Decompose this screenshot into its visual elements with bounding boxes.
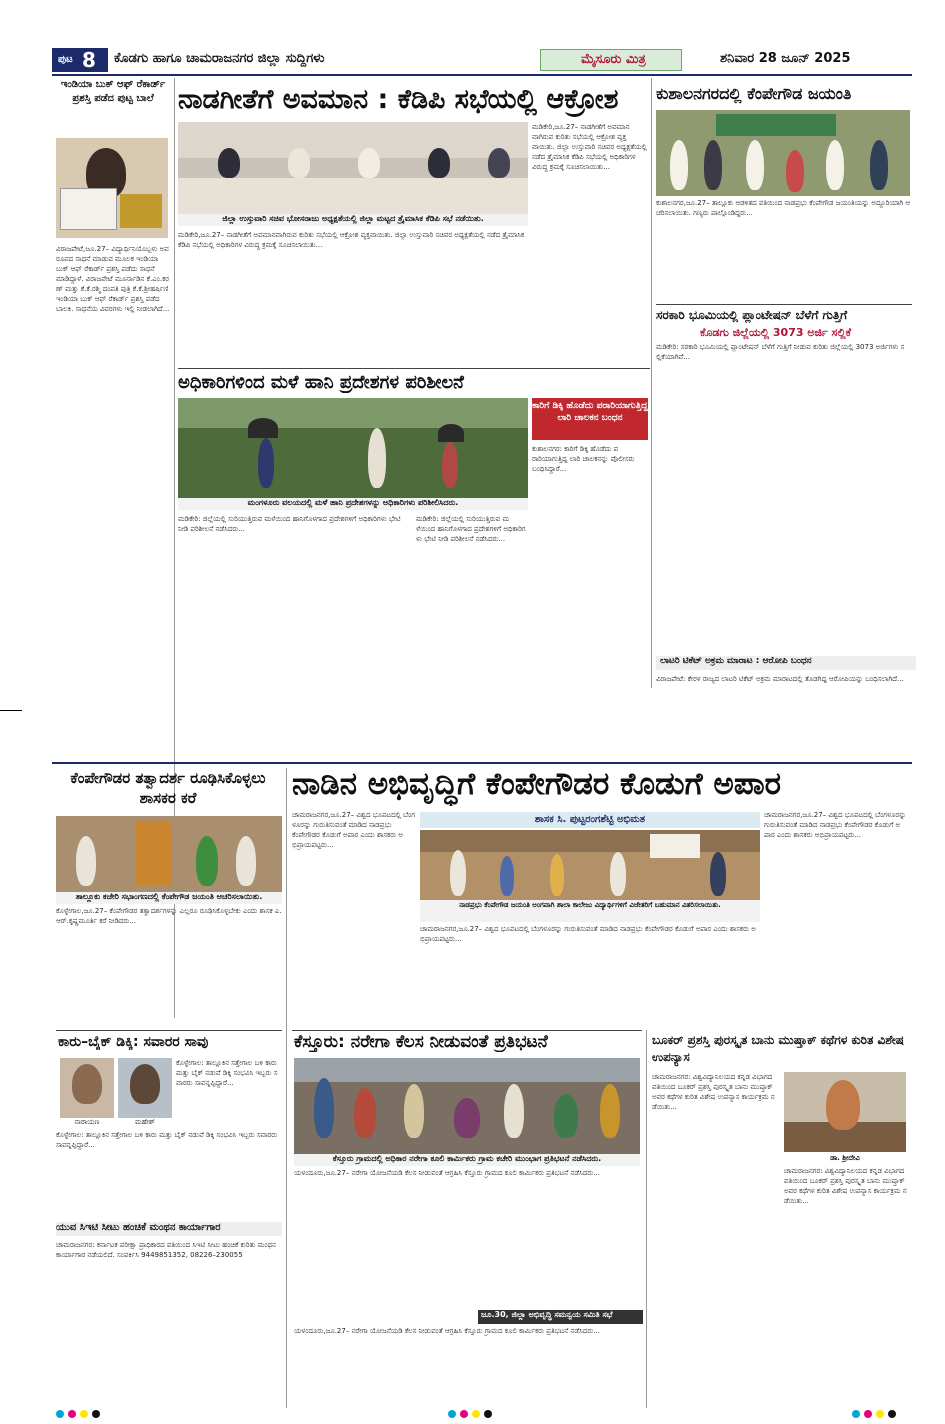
kesturu-caption: ಕೆಸ್ತೂರು ಗ್ರಾಮದಲ್ಲಿ ಅಧಿಕಾರ ನರೇಗಾ ಕೂಲಿ ಕಾರ್ಮಿಕರು ಗ್ರಾಮ ಕಚೇರಿ ಮುಂಭಾಗ ಪ್ರತಿಭಟನೆ ನಡೆಸಿದರು. (294, 1154, 640, 1166)
youth-headline: ಯುವ ಸಿಇಟಿ ಸೀಟು ಹಂಚಿಕೆ ಮಂಥನ ಕಾರ್ಯಾಗಾರ (56, 1222, 282, 1236)
india-book-photo (56, 138, 168, 238)
cmyk-black (484, 1410, 492, 1418)
kempegowda-ideal-headline: ಕೆಂಪೇಗೌಡರ ತತ್ವಾದರ್ಶ ರೂಢಿಸಿಕೊಳ್ಳಲು ಶಾಸಕರ ಕರೆ (70, 769, 266, 807)
car-dicky-headline: ಕಾರಿಗೆ ಡಿಕ್ಕಿ ಹೊಡೆದು ಪರಾರಿಯಾಗುತ್ತಿದ್ದ ಲಾರಿ ಚಾಲಕನ ಬಂಧನ (532, 398, 648, 440)
booker-speaker-name: ಡಾ. ಶ್ರೀದೇವಿ (830, 1154, 860, 1162)
lottery-headline: ಲಾಟರಿ ಟಿಕೆಟ್ ಅಕ್ರಮ ಮಾರಾಟ : ಆರೋಪಿ ಬಂಧನ (656, 656, 916, 670)
cmyk-magenta (68, 1410, 76, 1418)
india-book-body: ವಿರಾಜಪೇಟೆ,ಜೂ.27– ವಿದ್ಯಾರ್ಥಿನಿಯೊಬ್ಬಳು ಅಪರೂಪದ ಸಾಧನೆ ಮಾಡುವ ಮೂಲಕ ಇಂಡಿಯಾ ಬುಕ್ ಆಫ್ ರೆಕಾರ್ಡ್ ಪ್ರಶಸ್ತಿ ಪಡೆದು ಸಾಧನೆ ಮಾಡಿದ್ದಾಳೆ. ವಿರಾಜಪೇಟೆ ಮೂರ್ನಾಡಿನ ಕೆ.ಎಂ.ಕರಣ್ ಮತ್ತು ಕೆ.ಕೆ.ರಶ್ಮಿ ದಂಪತಿ ಪುತ್ರಿ ಕೆ.ಕೆ.ಶ್ರೀಹರ್ಷಿಣಿ ಇಂಡಿಯಾ ಬುಕ್ ಆಫ್ ರೆಕಾರ್ಡ್ ಪ್ರಶಸ್ತಿ ಪಡೆದ ಬಾಲಕಿ. ಸಾಧನೆಯ ವಿವರಗಳು ಇಲ್ಲಿ ನೀಡಲಾಗಿದೆ... (56, 245, 170, 313)
nadina-subhead: ಶಾಸಕ ಸಿ. ಪುಟ್ಟರಂಗಶೆಟ್ಟಿ ಅಭಿಮತ (420, 812, 760, 828)
rain-body-cont: ಮಡಿಕೇರಿ: ಜಿಲ್ಲೆಯಲ್ಲಿ ಸುರಿಯುತ್ತಿರುವ ಮಳೆಯಿಂದ ಹಾನಿಗೊಳಗಾದ ಪ್ರದೇಶಗಳಿಗೆ ಅಧಿಕಾರಿಗಳು ಭೇಟಿ ನೀಡಿ ಪರಿಶೀಲನೆ ನಡೆಸಿದರು... (416, 515, 526, 543)
booker-headline: ಬೂಕರ್ ಪ್ರಶಸ್ತಿ ಪುರಸ್ಕೃತ ಬಾನು ಮುಷ್ತಾಕ್ ಕಥೆಗಳ ಕುರಿತ ವಿಶೇಷ ಉಪನ್ಯಾಸ (652, 1033, 904, 1064)
car-dicky-body: ಕುಶಾಲನಗರ: ಕಾರಿಗೆ ಡಿಕ್ಕಿ ಹೊಡೆದು ಪರಾರಿಯಾಗುತ್ತಿದ್ದ ಲಾರಿ ಚಾಲಕನನ್ನು ಪೊಲೀಸರು ಬಂಧಿಸಿದ್ದಾರೆ... (532, 445, 635, 473)
kdp-meeting-photo (178, 122, 528, 214)
kdp-body: ಮಡಿಕೇರಿ,ಜೂ.27– ನಾಡಗೀತೆಗೆ ಅವಮಾನವಾಗಿರುವ ಕುರಿತು ಸಭೆಯಲ್ಲಿ ಆಕ್ರೋಶ ವ್ಯಕ್ತವಾಯಿತು. ಜಿಲ್ಲಾ ಉಸ್ತುವಾರಿ ಸಚಿವರ ಅಧ್ಯಕ್ಷತೆಯಲ್ಲಿ ನಡೆದ ತ್ರೈಮಾಸಿಕ ಕೆಡಿಪಿ ಸಭೆಯಲ್ಲಿ ಅಧಿಕಾರಿಗಳ ವಿರುದ್ಧ ಕ್ರಮಕ್ಕೆ ಸೂಚಿಸಲಾಯಿತು... (178, 231, 525, 249)
section-title: ಕೊಡಗು ಹಾಗೂ ಚಾಮರಾಜನಗರ ಜಿಲ್ಲಾ ಸುದ್ದಿಗಳು (114, 51, 325, 66)
plantation-subhead: ಕೊಡಗು ಜಿಲ್ಲೆಯಲ್ಲಿ 3073 ಅರ್ಜಿ ಸಲ್ಲಿಕೆ (700, 326, 852, 339)
victim-photo-2 (118, 1058, 172, 1118)
registration-mark (0, 710, 22, 711)
kesturu-photo (294, 1058, 640, 1154)
victim-name-1: ನಾರಾಯಣ (74, 1118, 100, 1126)
divider (292, 1030, 642, 1031)
plantation-headline: ಸರಕಾರಿ ಭೂಮಿಯಲ್ಲಿ ಪ್ಲಾಂಟೇಷನ್ ಬೆಳೆಗೆ ಗುತ್ತಿಗೆ (656, 308, 848, 322)
cmyk-cyan (852, 1410, 860, 1418)
kushalnagar-body: ಕುಶಾಲನಗರ,ಜೂ.27– ತಾಲ್ಲೂಕು ಆಡಳಿತದ ವತಿಯಿಂದ ನಾಡಪ್ರಭು ಕೆಂಪೇಗೌಡ ಜಯಂತಿಯನ್ನು ಅದ್ದೂರಿಯಾಗಿ ಆಚರಿಸಲಾಯಿತು. ಗಣ್ಯರು ಪಾಲ್ಗೊಂಡಿದ್ದರು... (656, 199, 910, 217)
lottery-body: ವಿರಾಜಪೇಟೆ: ಕೇರಳ ರಾಜ್ಯದ ಲಾಟರಿ ಟಿಕೆಟ್ ಅಕ್ರಮ ಮಾರಾಟದಲ್ಲಿ ತೊಡಗಿದ್ದ ಆರೋಪಿಯನ್ನು ಬಂಧಿಸಲಾಗಿದೆ... (656, 675, 904, 683)
booker-body-cont: ಚಾಮರಾಜನಗರ: ವಿಶ್ವವಿದ್ಯಾನಿಲಯದ ಕನ್ನಡ ವಿಭಾಗದ ವತಿಯಿಂದ ಬೂಕರ್ ಪ್ರಶಸ್ತಿ ಪುರಸ್ಕೃತ ಬಾನು ಮುಷ್ತಾಕ್ ಅವರ ಕಥೆಗಳ ಕುರಿತ ವಿಶೇಷ ಉಪನ್ಯಾಸ ಕಾರ್ಯಕ್ರಮ ನಡೆಯಿತು... (784, 1167, 907, 1205)
kushalnagar-headline: ಕುಶಾಲನಗರದಲ್ಲಿ ಕೆಂಪೇಗೌಡ ಜಯಂತಿ (656, 84, 852, 103)
column-rule (646, 1030, 647, 1408)
victim-photo-1 (60, 1058, 114, 1118)
youth-body: ಚಾಮರಾಜನಗರ: ಕರ್ನಾಟಕ ಪರೀಕ್ಷಾ ಪ್ರಾಧಿಕಾರದ ವತಿಯಿಂದ ಸಿಇಟಿ ಸೀಟು ಹಂಚಿಕೆ ಕುರಿತು ಮಂಥನ ಕಾರ್ಯಾಗಾರ ನಡೆಯಲಿದೆ. ಸಂಪರ್ಕಿಸಿ 9449851352, 08226–230055 (56, 1241, 276, 1259)
cmyk-magenta (460, 1410, 468, 1418)
page-number: 8 (82, 48, 96, 72)
page-number-box (52, 48, 108, 72)
kesturu-headline: ಕೆಸ್ತೂರು: ನರೇಗಾ ಕೆಲಸ ನೀಡುವಂತೆ ಪ್ರತಿಭಟನೆ (294, 1032, 548, 1052)
rain-headline: ಅಧಿಕಾರಿಗಳಿಂದ ಮಳೆ ಹಾನಿ ಪ್ರದೇಶಗಳ ಪರಿಶೀಲನೆ (178, 372, 464, 393)
header-rule (52, 74, 912, 76)
car-bike-body-side: ಕೊಳ್ಳೇಗಾಲ: ತಾಲ್ಲೂಕಿನ ಸತ್ತೇಗಾಲ ಬಳಿ ಕಾರು ಮತ್ತು ಬೈಕ್ ನಡುವೆ ಡಿಕ್ಕಿ ಸಂಭವಿಸಿ ಇಬ್ಬರು ಸವಾರರು ಸಾವನ್ನಪ್ಪಿದ್ದಾರೆ... (176, 1059, 278, 1087)
nadina-headline: ನಾಡಿನ ಅಭಿವೃದ್ಧಿಗೆ ಕೆಂಪೇಗೌಡರ ಕೊಡುಗೆ ಅಪಾರ (292, 766, 782, 802)
nadina-body-bottom: ಚಾಮರಾಜನಗರ,ಜೂ.27– ವಿಶ್ವದ ಭೂಪಟದಲ್ಲಿ ಬೆಂಗಳೂರನ್ನು ಗುರುತಿಸುವಂತೆ ಮಾಡಿದ ನಾಡಪ್ರಭು ಕೆಂಪೇಗೌಡರ ಕೊಡುಗೆ ಅಪಾರ ಎಂದು ಶಾಸಕರು ಅಭಿಪ್ರಾಯಪಟ್ಟರು... (420, 925, 756, 943)
rain-photo (178, 398, 528, 498)
car-bike-headline: ಕಾರು–ಬೈಕ್ ಡಿಕ್ಕಿ: ಸವಾರರ ಸಾವು (58, 1034, 209, 1050)
kdp-caption: ಜಿಲ್ಲಾ ಉಸ್ತುವಾರಿ ಸಚಿವ ಭೋಸರಾಜು ಅಧ್ಯಕ್ಷತೆಯಲ್ಲಿ ಜಿಲ್ಲಾ ಮಟ್ಟದ ತ್ರೈಮಾಸಿಕ ಕೆಡಿಪಿ ಸಭೆ ನಡೆಯಿತು. (178, 214, 528, 226)
issue-date: ಶನಿವಾರ 28 ಜೂನ್ 2025 (720, 51, 851, 66)
cmyk-yellow (472, 1410, 480, 1418)
masthead (540, 49, 682, 71)
divider (56, 1030, 282, 1031)
cmyk-black (888, 1410, 896, 1418)
kdp-body-cont: ಮಡಿಕೇರಿ,ಜೂ.27– ನಾಡಗೀತೆಗೆ ಅವಮಾನವಾಗಿರುವ ಕುರಿತು ಸಭೆಯಲ್ಲಿ ಆಕ್ರೋಶ ವ್ಯಕ್ತವಾಯಿತು. ಜಿಲ್ಲಾ ಉಸ್ತುವಾರಿ ಸಚಿವರ ಅಧ್ಯಕ್ಷತೆಯಲ್ಲಿ ನಡೆದ ತ್ರೈಮಾಸಿಕ ಕೆಡಿಪಿ ಸಭೆಯಲ್ಲಿ ಅಧಿಕಾರಿಗಳ ವಿರುದ್ಧ ಕ್ರಮಕ್ಕೆ ಸೂಚಿಸಲಾಯಿತು... (532, 123, 647, 171)
cmyk-cyan (448, 1410, 456, 1418)
kesturu-body: ಯಳಂದೂರು,ಜೂ.27– ನರೇಗಾ ಯೋಜನೆಯಡಿ ಕೆಲಸ ನೀಡುವಂತೆ ಆಗ್ರಹಿಸಿ ಕೆಸ್ತೂರು ಗ್ರಾಮದ ಕೂಲಿ ಕಾರ್ಮಿಕರು ಪ್ರತಿಭಟನೆ ನಡೆಸಿದರು... (294, 1169, 600, 1177)
column-rule (286, 768, 287, 1408)
kempegowda-ideal-photo (56, 816, 282, 892)
kempegowda-ideal-caption: ತಾಲ್ಲೂಕು ಕಚೇರಿ ಸಭಾಂಗಣದಲ್ಲಿ ಕೆಂಪೇಗೌಡ ಜಯಂತಿ ಆಚರಿಸಲಾಯಿತು. (56, 892, 282, 904)
nadina-caption: ನಾಡಪ್ರಭು ಕೆಂಪೇಗೌಡ ಜಯಂತಿ ಅಂಗವಾಗಿ ಶಾಲಾ ಕಾಲೇಜು ವಿದ್ಯಾರ್ಥಿಗಳಿಗೆ ವಿಜೇತರಿಗೆ ಬಹುಮಾನ ವಿತರಿಸಲಾಯಿತು. (420, 900, 760, 922)
paper-name: ಮೈಸೂರು ಮಿತ್ರ (581, 52, 646, 67)
cmyk-yellow (876, 1410, 884, 1418)
column-rule (651, 78, 652, 688)
cmyk-magenta (864, 1410, 872, 1418)
nadageethe-headline: ನಾಡಗೀತೆಗೆ ಅವಮಾನ : ಕೆಡಿಪಿ ಸಭೆಯಲ್ಲಿ ಆಕ್ರೋಶ (178, 84, 619, 115)
cmyk-yellow (80, 1410, 88, 1418)
nadina-body-cont: ಚಾಮರಾಜನಗರ,ಜೂ.27– ವಿಶ್ವದ ಭೂಪಟದಲ್ಲಿ ಬೆಂಗಳೂರನ್ನು ಗುರುತಿಸುವಂತೆ ಮಾಡಿದ ನಾಡಪ್ರಭು ಕೆಂಪೇಗೌಡರ ಕೊಡುಗೆ ಅಪಾರ ಎಂದು ಶಾಸಕರು ಅಭಿಪ್ರಾಯಪಟ್ಟರು... (764, 811, 907, 839)
page-label: ಪುಟ (58, 54, 73, 65)
booker-body: ಚಾಮರಾಜನಗರ: ವಿಶ್ವವಿದ್ಯಾನಿಲಯದ ಕನ್ನಡ ವಿಭಾಗದ ವತಿಯಿಂದ ಬೂಕರ್ ಪ್ರಶಸ್ತಿ ಪುರಸ್ಕೃತ ಬಾನು ಮುಷ್ತಾಕ್ ಅವರ ಕಥೆಗಳ ಕುರಿತ ವಿಶೇಷ ಉಪನ್ಯಾಸ ಕಾರ್ಯಕ್ರಮ ನಡೆಯಿತು... (652, 1073, 775, 1111)
car-bike-body: ಕೊಳ್ಳೇಗಾಲ: ತಾಲ್ಲೂಕಿನ ಸತ್ತೇಗಾಲ ಬಳಿ ಕಾರು ಮತ್ತು ಬೈಕ್ ನಡುವೆ ಡಿಕ್ಕಿ ಸಂಭವಿಸಿ ಇಬ್ಬರು ಸವಾರರು ಸಾವನ್ನಪ್ಪಿದ್ದಾರೆ... (56, 1131, 278, 1149)
kesturu-box: ಜೂ.30, ಜಿಲ್ಲಾ ಅಭಿವೃದ್ಧಿ ಸಮನ್ವಯ ಸಮಿತಿ ಸಭೆ (478, 1310, 643, 1324)
cmyk-black (92, 1410, 100, 1418)
divider (656, 304, 912, 305)
rain-caption: ಮಂಗಳೂರು ವಲಯದಲ್ಲಿ ಮಳೆ ಹಾನಿ ಪ್ರದೇಶಗಳನ್ನು ಅಧಿಕಾರಿಗಳು ಪರಿಶೀಲಿಸಿದರು. (178, 498, 528, 510)
divider (178, 368, 650, 369)
booker-speaker-photo (784, 1072, 906, 1152)
nadina-body: ಚಾಮರಾಜನಗರ,ಜೂ.27– ವಿಶ್ವದ ಭೂಪಟದಲ್ಲಿ ಬೆಂಗಳೂರನ್ನು ಗುರುತಿಸುವಂತೆ ಮಾಡಿದ ನಾಡಪ್ರಭು ಕೆಂಪೇಗೌಡರ ಕೊಡುಗೆ ಅಪಾರ ಎಂದು ಶಾಸಕರು ಅಭಿಪ್ರಾಯಪಟ್ಟರು... (292, 811, 416, 849)
kempegowda-ideal-body: ಕೊಳ್ಳೇಗಾಲ,ಜೂ.27– ಕೆಂಪೇಗೌಡರ ತತ್ವಾದರ್ಶಗಳನ್ನು ಎಲ್ಲರೂ ರೂಢಿಸಿಕೊಳ್ಳಬೇಕು ಎಂದು ಶಾಸಕ ಎ.ಆರ್.ಕೃಷ್ಣಮೂರ್ತಿ ಕರೆ ನೀಡಿದರು... (56, 907, 282, 925)
kesturu-body-cont: ಯಳಂದೂರು,ಜೂ.27– ನರೇಗಾ ಯೋಜನೆಯಡಿ ಕೆಲಸ ನೀಡುವಂತೆ ಆಗ್ರಹಿಸಿ ಕೆಸ್ತೂರು ಗ್ರಾಮದ ಕೂಲಿ ಕಾರ್ಮಿಕರು ಪ್ರತಿಭಟನೆ ನಡೆಸಿದರು... (294, 1327, 600, 1335)
plantation-body: ಮಡಿಕೇರಿ: ಸರಕಾರಿ ಭೂಮಿಯಲ್ಲಿ ಪ್ಲಾಂಟೇಷನ್ ಬೆಳೆಗೆ ಗುತ್ತಿಗೆ ನೀಡುವ ಕುರಿತು ಜಿಲ್ಲೆಯಲ್ಲಿ 3073 ಅರ್ಜಿಗಳು ಸಲ್ಲಿಕೆಯಾಗಿವೆ... (656, 343, 905, 361)
nadina-photo (420, 830, 760, 900)
section-rule (52, 762, 912, 764)
cmyk-cyan (56, 1410, 64, 1418)
india-book-headline: ಇಂಡಿಯಾ ಬುಕ್ ಆಫ್ ರೆಕಾರ್ಡ್ ಪ್ರಶಸ್ತಿ ಪಡೆದ ಪುಟ್ಟ ಬಾಲೆ (60, 79, 166, 104)
rain-body: ಮಡಿಕೇರಿ: ಜಿಲ್ಲೆಯಲ್ಲಿ ಸುರಿಯುತ್ತಿರುವ ಮಳೆಯಿಂದ ಹಾನಿಗೊಳಗಾದ ಪ್ರದೇಶಗಳಿಗೆ ಅಧಿಕಾರಿಗಳು ಭೇಟಿ ನೀಡಿ ಪರಿಶೀಲನೆ ನಡೆಸಿದರು... (178, 515, 401, 533)
victim-name-2: ಮಹೇಶ್ (135, 1118, 155, 1126)
kushalnagar-photo (656, 110, 910, 196)
